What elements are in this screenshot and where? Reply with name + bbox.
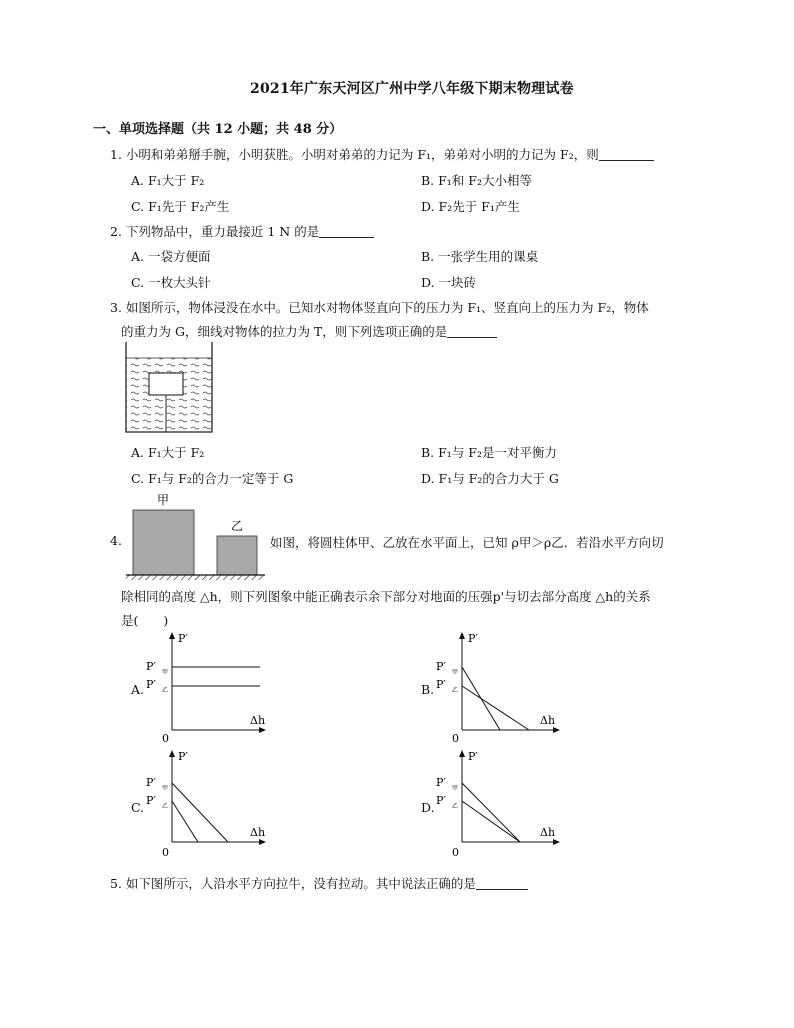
graph-b-label[interactable]: B. [421, 682, 435, 697]
submerged-block [149, 373, 183, 395]
q1-option-a[interactable]: A. F₁大于 F₂ [131, 173, 205, 188]
question-2-text [110, 222, 374, 240]
p-jia-label: P′ [436, 660, 446, 673]
p-yi-sub: 乙 [162, 803, 169, 810]
p-jia-label: P′ [146, 660, 156, 673]
graph-d-label[interactable]: D. [421, 800, 435, 815]
origin-label: 0 [452, 846, 459, 859]
p-yi-label: P′ [436, 678, 446, 691]
q2-option-d[interactable]: D. 一块砖 [421, 275, 477, 290]
q3-option-d[interactable]: D. F₁与 F₂的合力大于 G [421, 471, 559, 486]
q1-option-c[interactable]: C. F₁先于 F₂产生 [131, 199, 230, 214]
x-axis-arrow-icon [553, 727, 560, 733]
question-2-stem: 2. 下列物品中，重力最接近 1 N 的是 [110, 224, 320, 239]
q3-option-c[interactable]: C. F₁与 F₂的合力一定等于 G [131, 471, 294, 486]
question-3-line1: 3. 如图所示，物体浸没在水中。已知水对物体竖直向下的压力为 F₁、竖直向上的压力为 F₂，物体 [110, 300, 649, 315]
p-yi-sub: 乙 [162, 687, 169, 694]
origin-label: 0 [162, 846, 169, 859]
p-jia-sub: 甲 [452, 669, 459, 676]
x-axis-arrow-icon [553, 839, 560, 845]
cylinder-jia [133, 510, 194, 575]
p-jia-sub: 甲 [452, 785, 459, 792]
y-axis-label: P′ [178, 632, 188, 645]
cylinder-yi [217, 536, 257, 575]
question-4-line3: 是( ) [121, 613, 169, 628]
line-jia [172, 783, 228, 842]
graph-a-label[interactable]: A. [131, 682, 145, 697]
graph-b [432, 628, 567, 746]
y-axis-arrow-icon [169, 750, 175, 757]
line-jia [462, 783, 520, 842]
q3-option-b[interactable]: B. F₁与 F₂是一对平衡力 [421, 445, 557, 460]
x-axis-arrow-icon [259, 727, 266, 733]
x-axis-label: Δh [540, 826, 556, 839]
x-axis-label: Δh [540, 714, 556, 727]
question-4-number: 4. [110, 533, 122, 548]
y-axis-arrow-icon [459, 632, 465, 639]
x-axis-label: Δh [250, 714, 266, 727]
cylinders-figure [122, 490, 267, 582]
p-yi-label: P′ [436, 794, 446, 807]
line-yi [462, 801, 520, 842]
p-yi-sub: 乙 [452, 803, 459, 810]
x-axis-arrow-icon [259, 839, 266, 845]
answer-blank[interactable] [599, 148, 654, 161]
answer-blank[interactable] [319, 225, 374, 238]
origin-label: 0 [162, 732, 169, 745]
question-5-text [110, 874, 528, 892]
section-heading: 一、单项选择题（共 12 小题；共 48 分） [93, 122, 343, 137]
p-jia-sub: 甲 [162, 785, 169, 792]
p-yi-label: P′ [146, 678, 156, 691]
answer-blank[interactable] [476, 877, 528, 890]
graph-c-label[interactable]: C. [131, 800, 145, 815]
water-container-figure [118, 340, 218, 435]
origin-label: 0 [452, 732, 459, 745]
p-jia-sub: 甲 [162, 669, 169, 676]
answer-blank[interactable] [447, 325, 497, 338]
question-4-line2: 除相同的高度 △h，则下列图象中能正确表示余下部分对地面的压强p'与切去部分高度 △h的关系 [121, 589, 651, 604]
q2-option-c[interactable]: C. 一枚大头针 [131, 275, 211, 290]
question-1-stem: 1. 小明和弟弟掰手腕，小明获胜。小明对弟弟的力记为 F₁，弟弟对小明的力记为 F₂，则 [110, 147, 599, 162]
q1-option-b[interactable]: B. F₁和 F₂大小相等 [421, 173, 532, 188]
question-1-text [110, 145, 654, 163]
q2-option-a[interactable]: A. 一袋方便面 [131, 249, 211, 264]
ground-hatch [126, 575, 265, 580]
p-jia-label: P′ [146, 776, 156, 789]
y-axis-arrow-icon [459, 750, 465, 757]
graph-a [142, 628, 272, 746]
label-yi: 乙 [230, 519, 244, 533]
label-jia: 甲 [156, 493, 170, 507]
question-3-stem: 的重力为 G，细线对物体的拉力为 T，则下列选项正确的是 [121, 324, 448, 339]
p-yi-sub: 乙 [452, 687, 459, 694]
y-axis-arrow-icon [169, 632, 175, 639]
question-4-line1: 如图，将圆柱体甲、乙放在水平面上，已知 ρ甲＞ρ乙．若沿水平方向切 [270, 535, 664, 550]
x-axis-label: Δh [250, 826, 266, 839]
q3-option-a[interactable]: A. F₁大于 F₂ [131, 445, 205, 460]
p-yi-label: P′ [146, 794, 156, 807]
question-3-line2 [121, 322, 497, 340]
graph-d [432, 746, 567, 864]
line-yi [172, 801, 198, 842]
graph-c [142, 746, 272, 864]
page-title: 2021年广东天河区广州中学八年级下期末物理试卷 [250, 81, 574, 97]
p-jia-label: P′ [436, 776, 446, 789]
y-axis-label: P′ [468, 750, 478, 763]
q1-option-d[interactable]: D. F₂先于 F₁产生 [421, 199, 520, 214]
question-5-stem: 5. 如下图所示，人沿水平方向拉牛，没有拉动。其中说法正确的是 [110, 876, 476, 891]
y-axis-label: P′ [178, 750, 188, 763]
y-axis-label: P′ [468, 632, 478, 645]
q2-option-b[interactable]: B. 一张学生用的课桌 [421, 249, 539, 264]
